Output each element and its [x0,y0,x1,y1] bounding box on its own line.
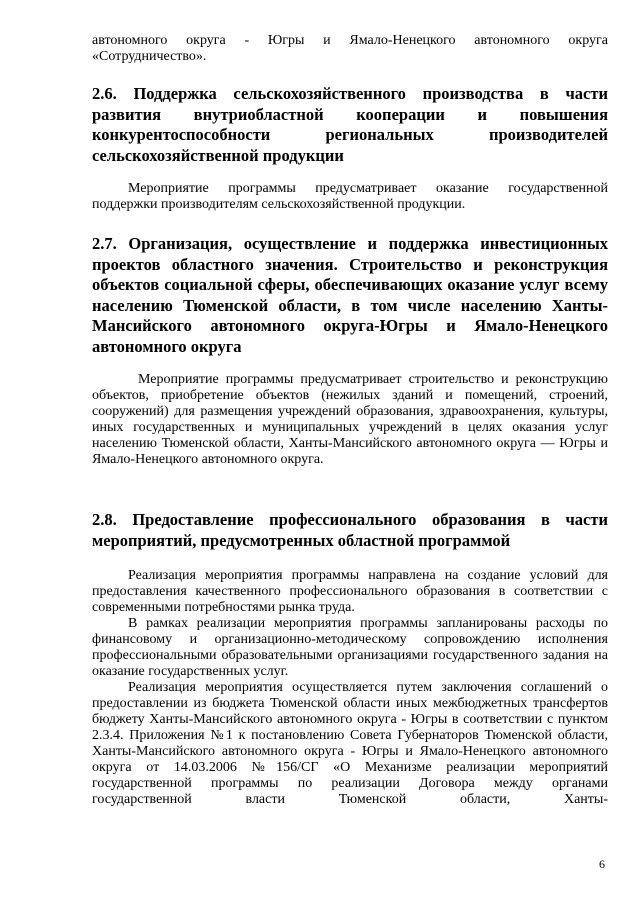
section-2-8-paragraph-2: В рамках реализации мероприятия программы запланированы расходы по финансовому и организационно-методическому сопровождению исполнения профессиональными образовательными организациями государственного задания на оказание государственных услуг. [92,616,608,679]
section-2-8-body [92,568,608,808]
section-2-6-heading: 2.6. Поддержка сельскохозяйственного производства в части развития внутриобластной кооперации и повышения конкурентоспособности региональных производителей сельскохозяйственной продукции [92,84,608,165]
section-2-6-paragraph: Мероприятие программы предусматривает оказание государственной поддержки производителям сельскохозяйственной продукции. [92,181,608,212]
section-2-8-heading: 2.8. Предоставление профессионального образования в части мероприятий, предусмотренных областной программой [92,510,608,550]
section-2-7-heading: 2.7. Организация, осуществление и поддержка инвестиционных проектов областного значения. Строительство и реконструкция объектов социальной сферы, обеспечивающих оказание услуг всему населению Тюменской области, в том числе населению Ханты-Мансийского автономного округа-Югры и Ямало-Ненецкого автономного округа [92,234,608,356]
section-2-8-paragraph-3: Реализация мероприятия осуществляется путем заключения соглашений о предоставлении из бюджета Тюменской области иных межбюджетных трансфертов бюджету Ханты-Мансийского автономного округа - Югры в соответствии с пунктом 2.3.4. Приложения №1 к постановлению Совета Губернаторов Тюменской области, Ханты-Мансийского автономного округа - Югры и Ямало-Ненецкого автономного округа от 14.03.2006 №156/СГ «О Механизме реализации мероприятий государственной программы по реализации Договора между органами государственной власти Тюменской области, Ханты- [92,680,608,807]
section-2-8-paragraph-1: Реализация мероприятия программы направлена на создание условий для предоставления качественного профессионального образования в соответствии с современными потребностями рынка труда. [92,568,608,615]
page-number: 6 [599,857,605,871]
section-2-7-paragraph: Мероприятие программы предусматривает строительство и реконструкцию объектов, приобретение объектов (нежилых зданий и помещений, строений, сооружений) для размещения учреждений образования, здравоохранения, культуры, иных государственных и муниципальных учреждений в целях оказания услуг населению Тюменской области, Ханты-Мансийского автономного округа — Югры и Ямало-Ненецкого автономного округа. [92,372,608,467]
continuation-paragraph: автономного округа - Югры и Ямало-Ненецкого автономного округа «Сотрудничество». [92,33,608,64]
